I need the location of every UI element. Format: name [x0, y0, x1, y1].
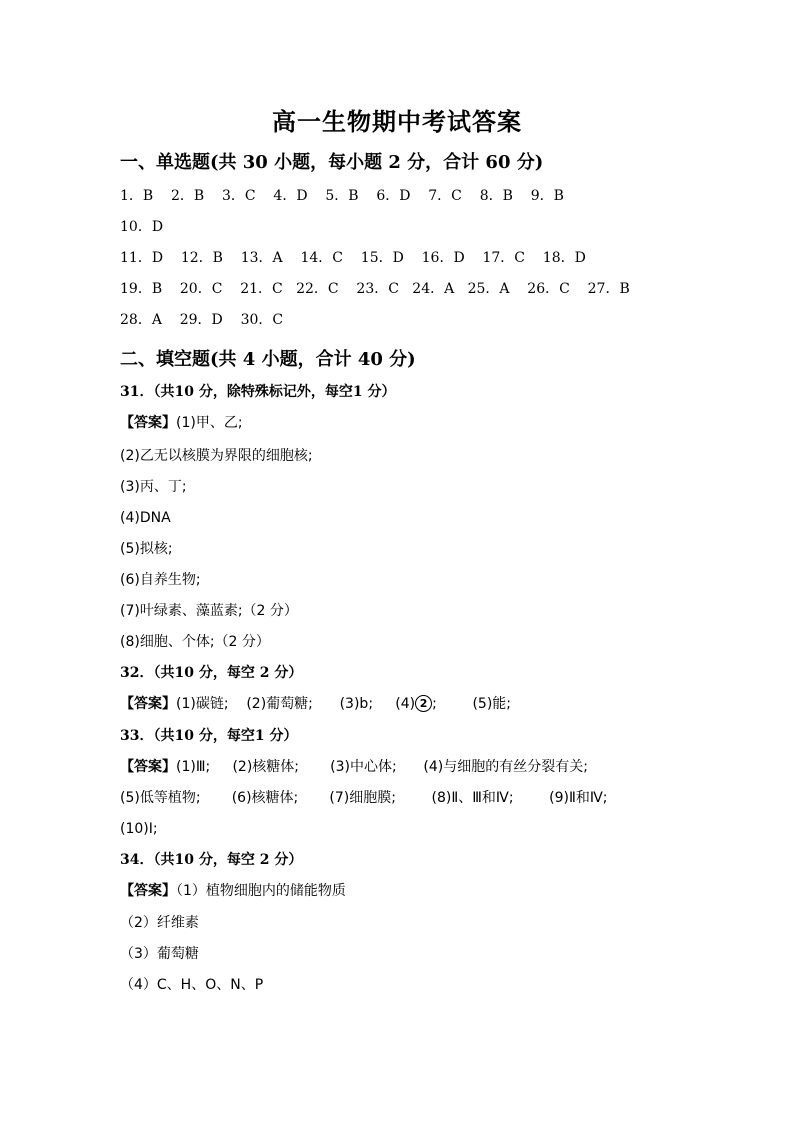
- question-31-answer-line: (2)乙无以核膜为界限的细胞核;: [120, 448, 313, 464]
- answer-text: ; (5)能;: [432, 696, 511, 712]
- question-31-answer-line: (5)拟核;: [120, 541, 173, 557]
- answer-row: 19．B 20．C 21．C 22．C 23．C 24．A 25．A 26．C 27．B: [120, 281, 630, 297]
- answer-text: (1)碳链; (2)葡萄糖; (3)b; (4): [176, 696, 416, 712]
- answer-text: （1）植物细胞内的储能物质: [176, 883, 346, 899]
- question-31-answer-line: (4)DNA: [120, 510, 171, 526]
- question-32-header: 32．（共10 分，每空 2 分）: [120, 665, 303, 681]
- circled-number: 2: [415, 695, 432, 712]
- answer-tag: 【答案】: [120, 415, 176, 431]
- question-32-answer-line: [120, 694, 511, 714]
- answer-tag: 【答案】: [120, 759, 176, 775]
- answer-row: 10．D: [120, 219, 164, 235]
- answer-text: (1)Ⅲ; (2)核糖体; (3)中心体; (4)与细胞的有丝分裂有关;: [176, 759, 588, 775]
- question-31-answer-line: (6)自养生物;: [120, 572, 201, 588]
- question-34-answer-line: [120, 881, 346, 901]
- page-title: 高一生物期中考试答案: [272, 107, 522, 136]
- answer-row: 11．D 12．B 13．A 14．C 15．D 16．D 17．C 18．D: [120, 250, 586, 266]
- question-31-answer-line: (7)叶绿素、藻蓝素;（2 分）: [120, 603, 298, 619]
- answer-tag: 【答案】: [120, 883, 176, 899]
- question-31-answer-line: (8)细胞、个体;（2 分）: [120, 634, 270, 650]
- question-34-answer-line: （4）C、H、O、N、P: [120, 977, 264, 993]
- question-34-answer-line: （2）纤维素: [120, 915, 199, 931]
- answer-text: (1)甲、乙;: [176, 415, 243, 431]
- question-31-answer-line: [120, 413, 243, 433]
- section-heading-single-choice: 一、单选题(共 30 小题，每小题 2 分，合计 60 分): [120, 152, 544, 173]
- question-31-answer-line: (3)丙、丁;: [120, 479, 187, 495]
- question-33-answer-line: (10)Ⅰ;: [120, 821, 158, 837]
- question-34-header: 34．（共10 分，每空 2 分）: [120, 852, 303, 868]
- question-33-answer-line: [120, 757, 588, 777]
- answer-row: 28．A 29．D 30．C: [120, 312, 284, 328]
- question-33-answer-line: (5)低等植物; (6)核糖体; (7)细胞膜; (8)Ⅱ、Ⅲ和Ⅳ; (9)Ⅱ和Ⅳ;: [120, 790, 608, 806]
- answer-tag: 【答案】: [120, 696, 176, 712]
- question-31-header: 31．（共10 分，除特殊标记外，每空1 分）: [120, 384, 396, 400]
- question-34-answer-line: （3）葡萄糖: [120, 946, 199, 962]
- answer-row: 1．B 2．B 3．C 4．D 5．B 6．D 7．C 8．B 9．B: [120, 188, 564, 204]
- section-heading-fill-blank: 二、填空题(共 4 小题，合计 40 分): [120, 349, 416, 370]
- question-33-header: 33．（共10 分，每空1 分）: [120, 728, 298, 744]
